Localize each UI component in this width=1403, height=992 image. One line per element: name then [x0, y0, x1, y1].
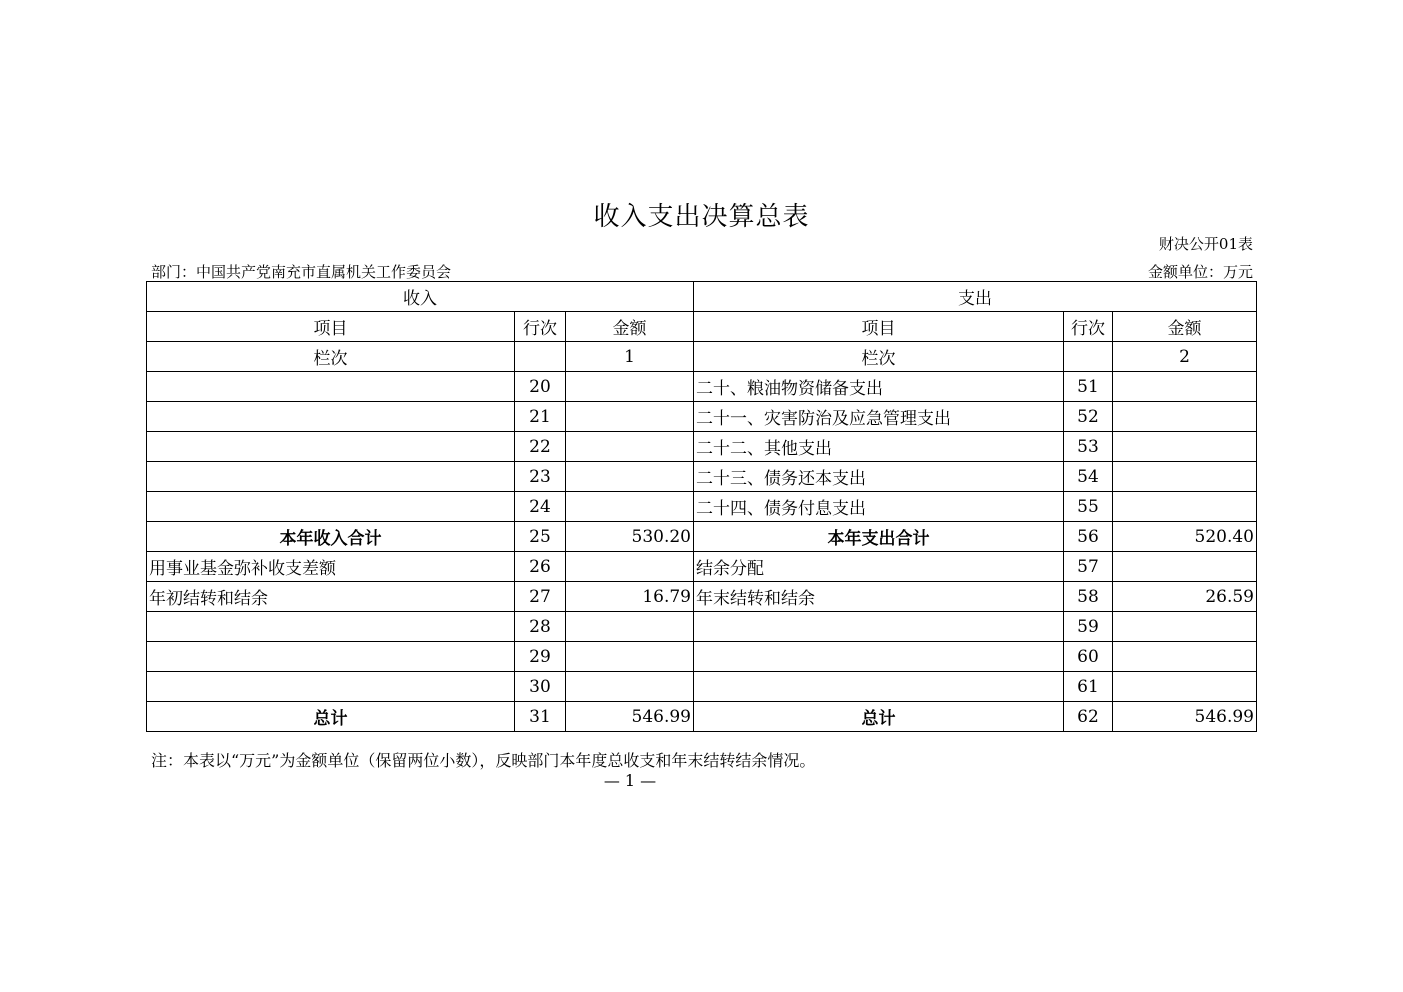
table-header-section — [147, 282, 1257, 312]
income-column-blank — [515, 342, 566, 372]
income-row-no-cell: 20 — [515, 372, 566, 402]
expense-row-no-cell: 61 — [1064, 672, 1113, 702]
income-item-cell — [147, 432, 515, 462]
income-row-no-cell: 25 — [515, 522, 566, 552]
income-amount-cell — [566, 612, 694, 642]
expense-item-cell: 二十四、债务付息支出 — [694, 492, 1064, 522]
expense-amount-cell — [1113, 432, 1257, 462]
expense-amount-cell — [1113, 672, 1257, 702]
expense-row-no-cell: 58 — [1064, 582, 1113, 612]
income-row-no-cell: 29 — [515, 642, 566, 672]
table-row — [147, 462, 1257, 492]
income-amount-cell — [566, 642, 694, 672]
income-item-cell — [147, 462, 515, 492]
expense-column-no: 2 — [1113, 342, 1257, 372]
income-header: 收入 — [147, 282, 694, 312]
expense-row-no-cell: 59 — [1064, 612, 1113, 642]
expense-row-no-cell: 51 — [1064, 372, 1113, 402]
page-number: — 1 — — [603, 771, 657, 790]
page-title: 收入支出决算总表 — [593, 202, 810, 232]
expense-amount-cell: 520.40 — [1113, 522, 1257, 552]
expense-amount-cell — [1113, 372, 1257, 402]
expense-amount-cell — [1113, 492, 1257, 522]
department-label: 部门：中国共产党南充市直属机关工作委员会 — [151, 263, 452, 281]
expense-row-no-cell: 52 — [1064, 402, 1113, 432]
income-item-cell — [147, 402, 515, 432]
expense-row-no-cell: 56 — [1064, 522, 1113, 552]
income-column-label: 栏次 — [147, 342, 515, 372]
income-row-no-header: 行次 — [515, 312, 566, 342]
income-row-no-cell: 28 — [515, 612, 566, 642]
table-body — [147, 372, 1257, 732]
expense-item-cell — [694, 612, 1064, 642]
income-amount-cell — [566, 402, 694, 432]
expense-amount-cell — [1113, 552, 1257, 582]
income-row-no-cell: 31 — [515, 702, 566, 732]
expense-column-blank — [1064, 342, 1113, 372]
table-row — [147, 612, 1257, 642]
expense-amount-cell — [1113, 462, 1257, 492]
income-row-no-cell: 26 — [515, 552, 566, 582]
expense-row-no-cell: 54 — [1064, 462, 1113, 492]
expense-amount-cell: 546.99 — [1113, 702, 1257, 732]
income-amount-cell — [566, 552, 694, 582]
expense-row-no-cell: 57 — [1064, 552, 1113, 582]
table-row — [147, 642, 1257, 672]
income-amount-cell — [566, 372, 694, 402]
income-item-cell: 本年收入合计 — [147, 522, 515, 552]
table-row — [147, 372, 1257, 402]
income-item-cell — [147, 372, 515, 402]
expense-item-cell: 二十、粮油物资储备支出 — [694, 372, 1064, 402]
income-row-no-cell: 21 — [515, 402, 566, 432]
expense-item-cell: 二十一、灾害防治及应急管理支出 — [694, 402, 1064, 432]
income-item-cell — [147, 612, 515, 642]
income-item-cell: 总计 — [147, 702, 515, 732]
income-amount-cell: 546.99 — [566, 702, 694, 732]
expense-item-cell: 二十二、其他支出 — [694, 432, 1064, 462]
income-item-cell: 年初结转和结余 — [147, 582, 515, 612]
table-row — [147, 432, 1257, 462]
income-amount-header: 金额 — [566, 312, 694, 342]
income-amount-cell — [566, 672, 694, 702]
income-amount-cell: 530.20 — [566, 522, 694, 552]
expense-item-cell — [694, 672, 1064, 702]
expense-row-no-header: 行次 — [1064, 312, 1113, 342]
table-row — [147, 402, 1257, 432]
expense-item-cell: 总计 — [694, 702, 1064, 732]
income-amount-cell: 16.79 — [566, 582, 694, 612]
expense-item-cell: 结余分配 — [694, 552, 1064, 582]
income-row-no-cell: 22 — [515, 432, 566, 462]
income-row-no-cell: 24 — [515, 492, 566, 522]
expense-row-no-cell: 53 — [1064, 432, 1113, 462]
expense-row-no-cell: 62 — [1064, 702, 1113, 732]
expense-row-no-cell: 60 — [1064, 642, 1113, 672]
expense-row-no-cell: 55 — [1064, 492, 1113, 522]
expense-amount-cell — [1113, 612, 1257, 642]
income-row-no-cell: 30 — [515, 672, 566, 702]
income-column-no: 1 — [566, 342, 694, 372]
table-row — [147, 492, 1257, 522]
expense-item-cell: 年末结转和结余 — [694, 582, 1064, 612]
income-row-no-cell: 23 — [515, 462, 566, 492]
income-amount-cell — [566, 462, 694, 492]
expense-amount-cell: 26.59 — [1113, 582, 1257, 612]
footnote: 注：本表以“万元”为金额单位（保留两位小数），反映部门本年度总收支和年末结转结余情况。 — [151, 751, 816, 770]
expense-item-header: 项目 — [694, 312, 1064, 342]
table-column-index-row — [147, 342, 1257, 372]
expense-item-cell: 二十三、债务还本支出 — [694, 462, 1064, 492]
income-item-cell — [147, 672, 515, 702]
table-row — [147, 522, 1257, 552]
income-item-cell — [147, 642, 515, 672]
income-item-header: 项目 — [147, 312, 515, 342]
expense-item-cell — [694, 642, 1064, 672]
form-code: 财决公开01表 — [1158, 235, 1253, 253]
expense-header: 支出 — [694, 282, 1257, 312]
income-amount-cell — [566, 492, 694, 522]
expense-item-cell: 本年支出合计 — [694, 522, 1064, 552]
expense-amount-header: 金额 — [1113, 312, 1257, 342]
table-header-columns — [147, 312, 1257, 342]
table-row — [147, 672, 1257, 702]
income-amount-cell — [566, 432, 694, 462]
table-row — [147, 582, 1257, 612]
income-row-no-cell: 27 — [515, 582, 566, 612]
table-row — [147, 702, 1257, 732]
expense-amount-cell — [1113, 402, 1257, 432]
unit-label: 金额单位：万元 — [1147, 263, 1253, 281]
income-expense-table — [146, 281, 1257, 732]
table-row — [147, 552, 1257, 582]
expense-amount-cell — [1113, 642, 1257, 672]
income-item-cell: 用事业基金弥补收支差额 — [147, 552, 515, 582]
expense-column-label: 栏次 — [694, 342, 1064, 372]
income-item-cell — [147, 492, 515, 522]
